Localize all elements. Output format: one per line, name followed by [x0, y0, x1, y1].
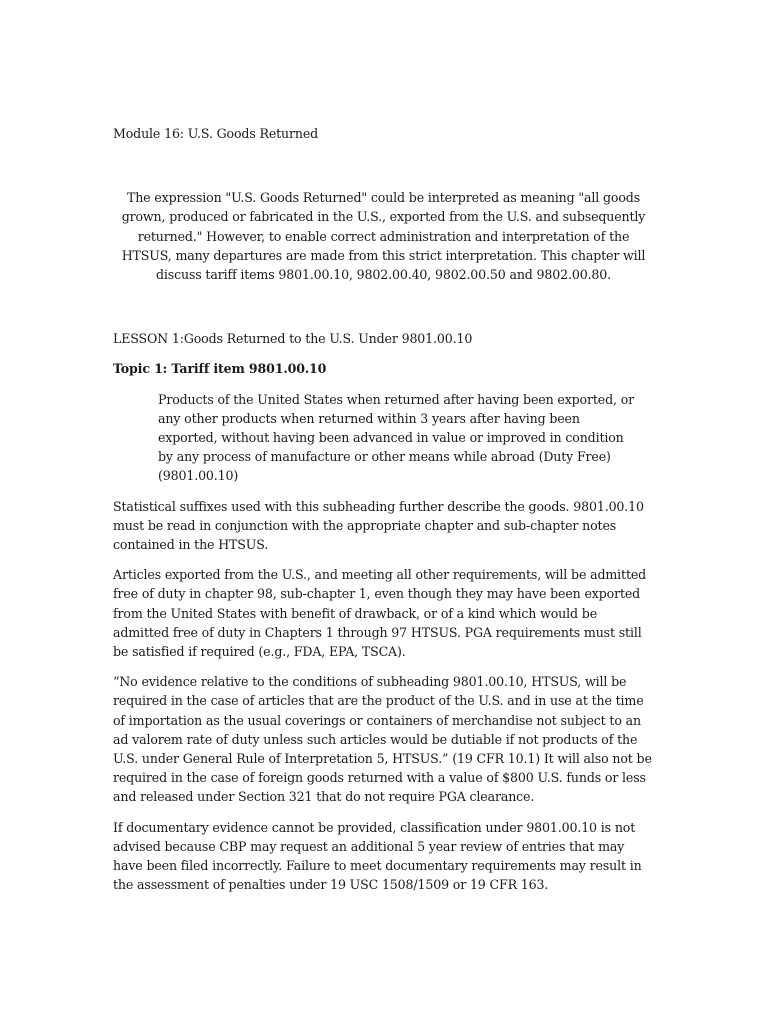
paragraph-statistical-suffixes: Statistical suffixes used with this subheading further describe the goods. 9801.00.10 must be read in conjunction with the appropriate chapter and sub-chapter notes contained in the HTSUS. — [113, 498, 644, 553]
lesson-title: LESSON 1:Goods Returned to the U.S. Under 9801.00.10 — [113, 331, 473, 347]
tariff-definition-quote: Products of the United States when returned after having been exported, or any other products when returned within 3 years after having been exported, without having been advanced in value or improved in condition by any process of manufacture or other means while abroad (Duty Free) (9801.00.10) — [158, 391, 634, 484]
document-body — [113, 124, 654, 895]
module-title: Module 16: U.S. Goods Returned — [113, 126, 319, 141]
paragraph-articles-exported: Articles exported from the U.S., and meeting all other requirements, will be admitted free of duty in chapter 98, sub-chapter 1, even though they may have been exported from the United States with benefit of drawback, or of a kind which would be admitted free of duty in Chapters 1 through 97 HTSUS. PGA requirements must still be satisfied if required (e.g., FDA, EPA, TSCA). — [113, 567, 647, 660]
intro-paragraph: The expression "U.S. Goods Returned" could be interpreted as meaning "all goods grown, produced or fabricated in the U.S., exported from the U.S. and subsequently returned." However, to enable correct administration and interpretation of the HTSUS, many departures are made from this strict interpretation. This chapter will discuss tariff items 9801.00.10, 9802.00.40, 9802.00.50 and 9802.00.80. — [121, 190, 646, 283]
paragraph-no-evidence: “No evidence relative to the conditions of subheading 9801.00.10, HTSUS, will be required in the case of articles that are the product of the U.S. and in use at the time of importation as the usual coverings or containers of merchandise not subject to an ad valorem rate of duty unless such articles would be dutiable if not products of the U.S. under General Rule of Interpretation 5, HTSUS.” (19 CFR 10.1) It will also not be required in the case of foreign goods returned with a value of $800 U.S. funds or less and released under Section 321 that do not require PGA clearance. — [113, 674, 652, 805]
paragraph-documentary-evidence: If documentary evidence cannot be provided, classification under 9801.00.10 is not advised because CBP may request an additional 5 year review of entries that may have been filed incorrectly. Failure to meet documentary requirements may result in the assessment of penalties under 19 USC 1508/1509 or 19 CFR 163. — [113, 819, 642, 893]
topic-title: Topic 1: Tariff item 9801.00.10 — [113, 361, 327, 377]
